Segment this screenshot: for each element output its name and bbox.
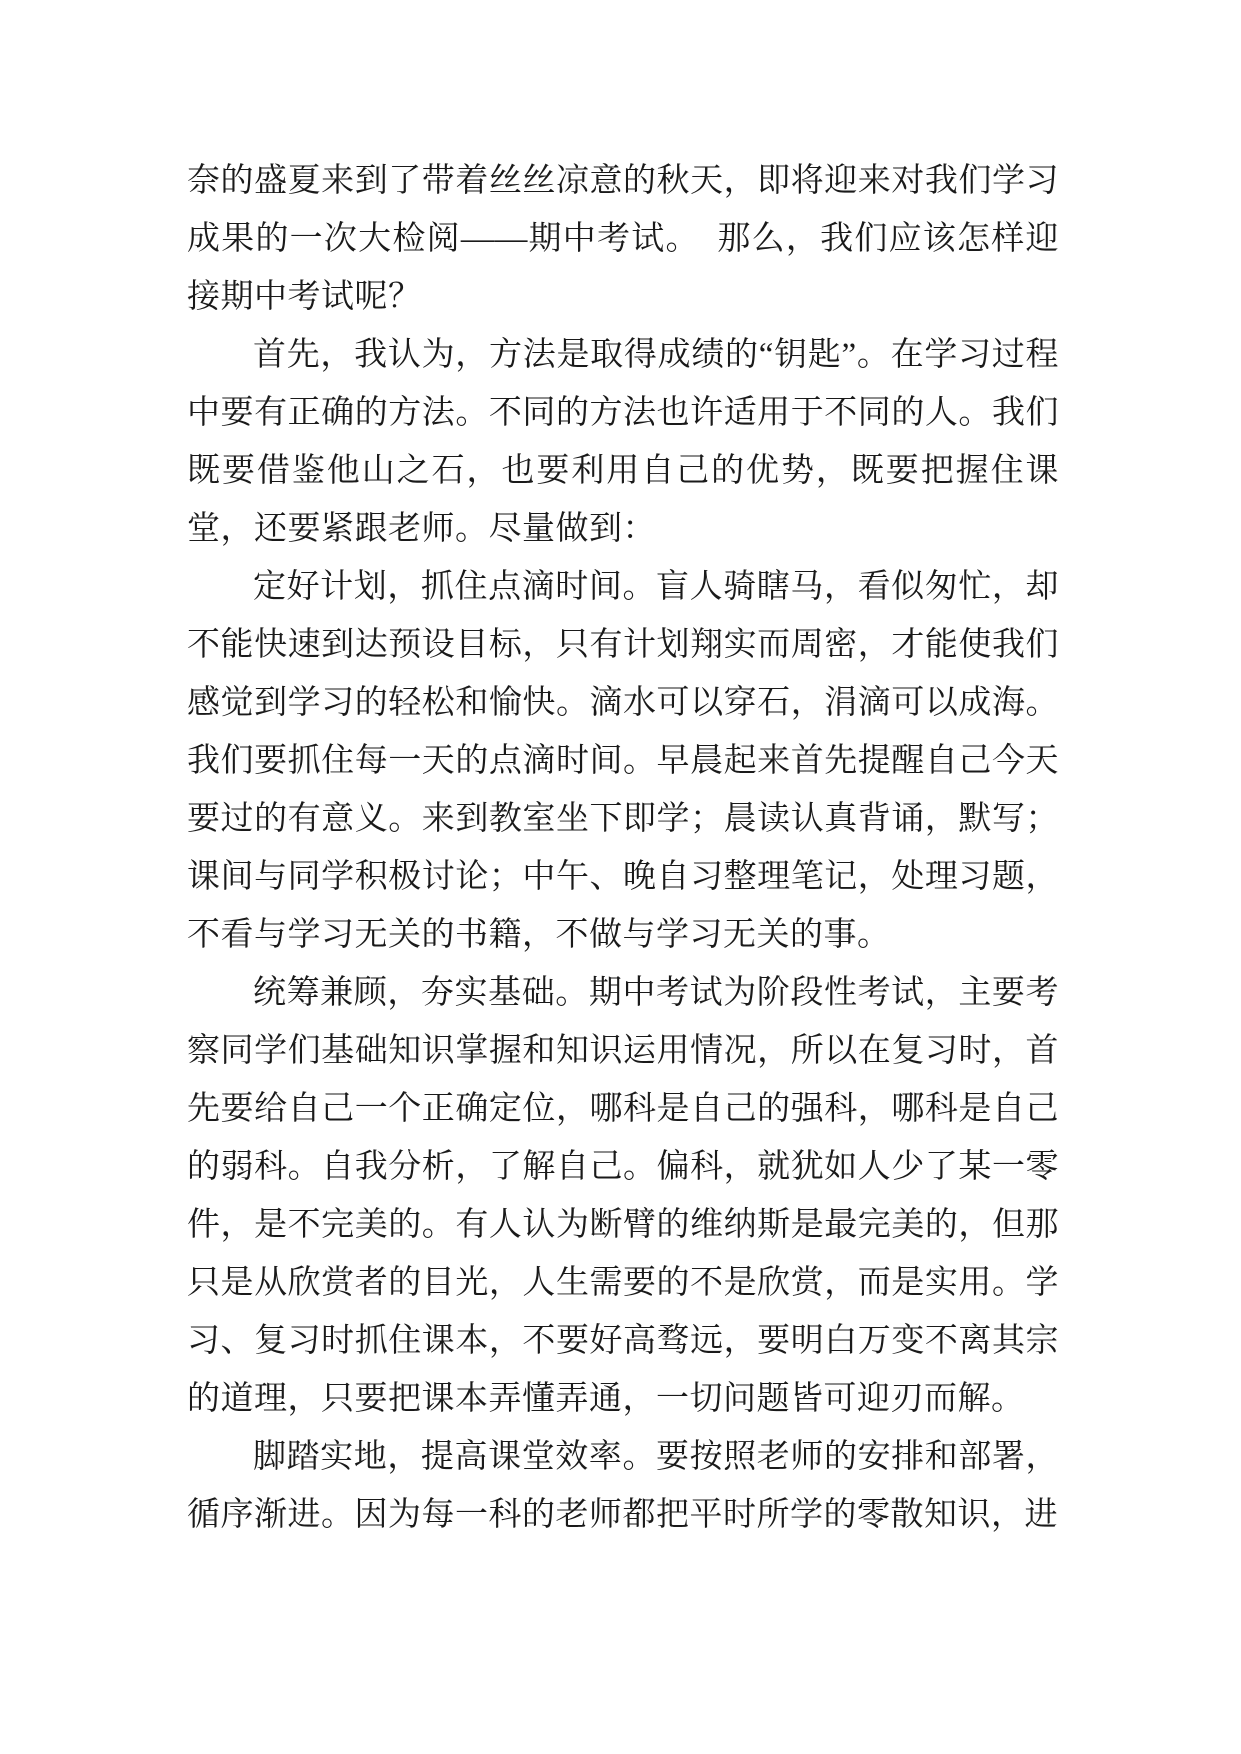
paragraph: 脚踏实地，提高课堂效率。要按照老师的安排和部署，循序渐进。因为每一科的老师都把平时所学的零散知识，进 [187, 1439, 1059, 1533]
paragraph: 首先，我认为，方法是取得成绩的“钥匙”。在学习过程中要有正确的方法。不同的方法也许适用于不同的人。我们既要借鉴他山之石，也要利用自己的优势，既要把握住课堂，还要紧跟老师。尽量做到： [187, 337, 1059, 547]
paragraph: 定好计划，抓住点滴时间。盲人骑瞎马，看似匆忙，却不能快速到达预设目标，只有计划翔实而周密，才能使我们感觉到学习的轻松和愉快。滴水可以穿石，涓滴可以成海。我们要抓住每一天的点滴时间。早晨起来首先提醒自己今天要过的有意义。来到教室坐下即学；晨读认真背诵，默写；课间与同学积极讨论；中午、晚自习整理笔记，处理习题，不看与学习无关的书籍，不做与学习无关的事。 [187, 569, 1059, 953]
document-body-text [187, 152, 1059, 1544]
paragraph: 统筹兼顾，夯实基础。期中考试为阶段性考试，主要考察同学们基础知识掌握和知识运用情况，所以在复习时，首先要给自己一个正确定位，哪科是自己的强科，哪科是自己的弱科。自我分析，了解自己。偏科，就犹如人少了某一零件，是不完美的。有人认为断臂的维纳斯是最完美的，但那只是从欣赏者的目光，人生需要的不是欣赏，而是实用。学习、复习时抓住课本，不要好高骛远，要明白万变不离其宗的道理，只要把课本弄懂弄通，一切问题皆可迎刃而解。 [187, 975, 1059, 1417]
paragraph: 奈的盛夏来到了带着丝丝凉意的秋天，即将迎来对我们学习成果的一次大检阅——期中考试。 那么，我们应该怎样迎接期中考试呢？ [187, 163, 1059, 315]
